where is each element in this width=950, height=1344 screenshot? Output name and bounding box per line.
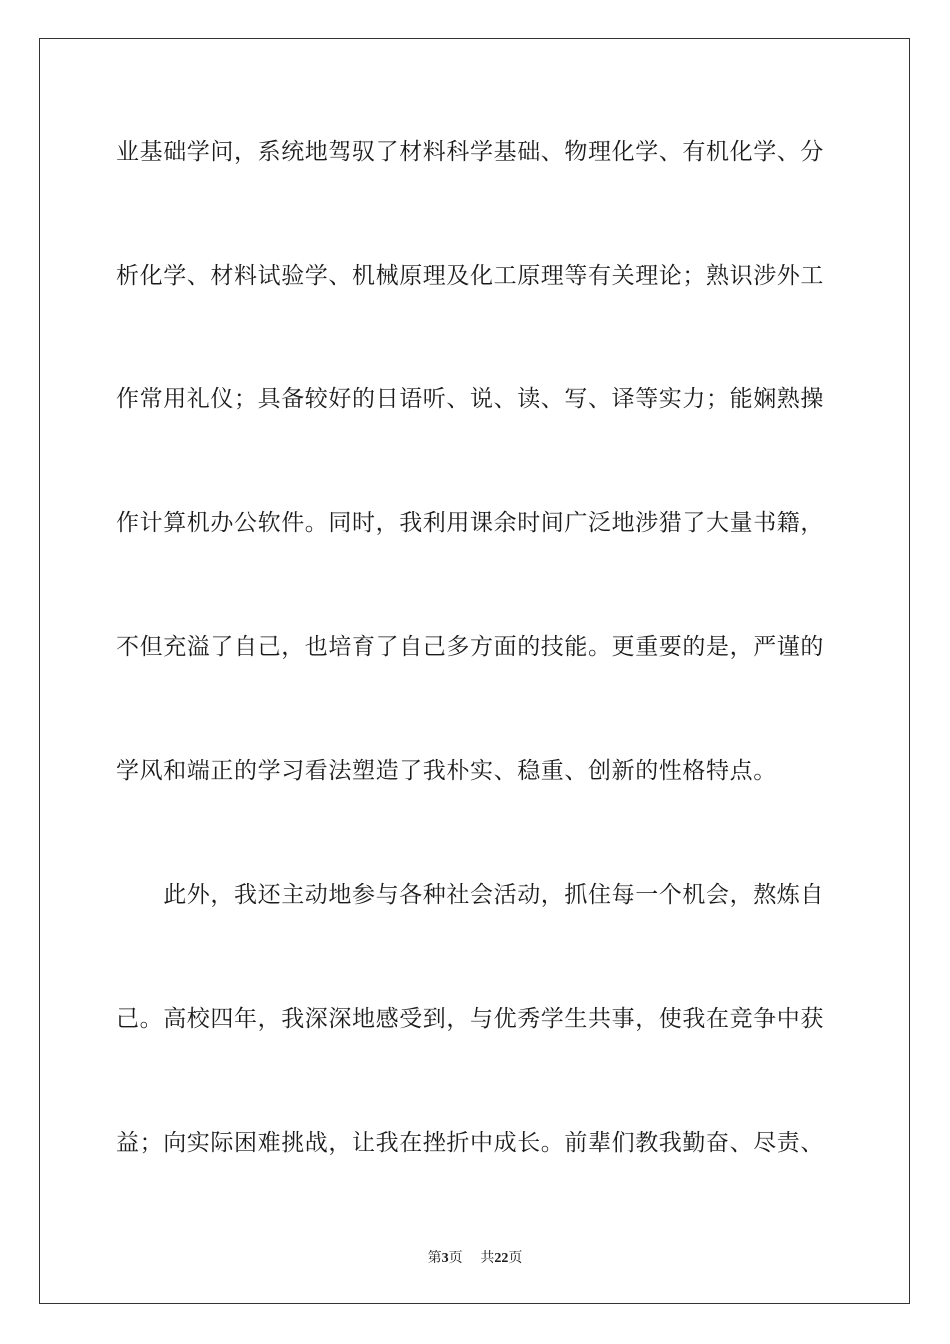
page-prefix: 第	[427, 1250, 442, 1266]
body-text-line-9: 益；向实际困难挑战，让我在挫折中成长。前辈们教我勤奋、尽责、	[116, 1130, 824, 1156]
total-pages: 22	[494, 1251, 509, 1266]
total-prefix: 共	[480, 1250, 495, 1266]
body-text-line-7: 此外，我还主动地参与各种社会活动，抓住每一个机会，熬炼自	[116, 882, 824, 908]
body-text-line-3: 作常用礼仪；具备较好的日语听、说、读、写、译等实力；能娴熟操	[116, 386, 824, 412]
body-text-line-5: 不但充溢了自己，也培育了自己多方面的技能。更重要的是，严谨的	[116, 634, 824, 660]
body-text-line-1: 业基础学问，系统地驾驭了材料科学基础、物理化学、有机化学、分	[116, 139, 824, 165]
total-suffix: 页	[508, 1250, 523, 1266]
body-text-line-6: 学风和端正的学习看法塑造了我朴实、稳重、创新的性格特点。	[116, 758, 777, 784]
page-footer	[0, 1248, 950, 1269]
page-number: 3	[441, 1251, 449, 1266]
body-text-line-8: 己。高校四年，我深深地感受到，与优秀学生共事，使我在竞争中获	[116, 1006, 824, 1032]
page-suffix: 页	[448, 1250, 463, 1266]
page-border	[39, 38, 910, 1304]
body-text-line-4: 作计算机办公软件。同时，我利用课余时间广泛地涉猎了大量书籍，	[116, 510, 824, 536]
body-text-line-2: 析化学、材料试验学、机械原理及化工原理等有关理论；熟识涉外工	[116, 263, 824, 289]
